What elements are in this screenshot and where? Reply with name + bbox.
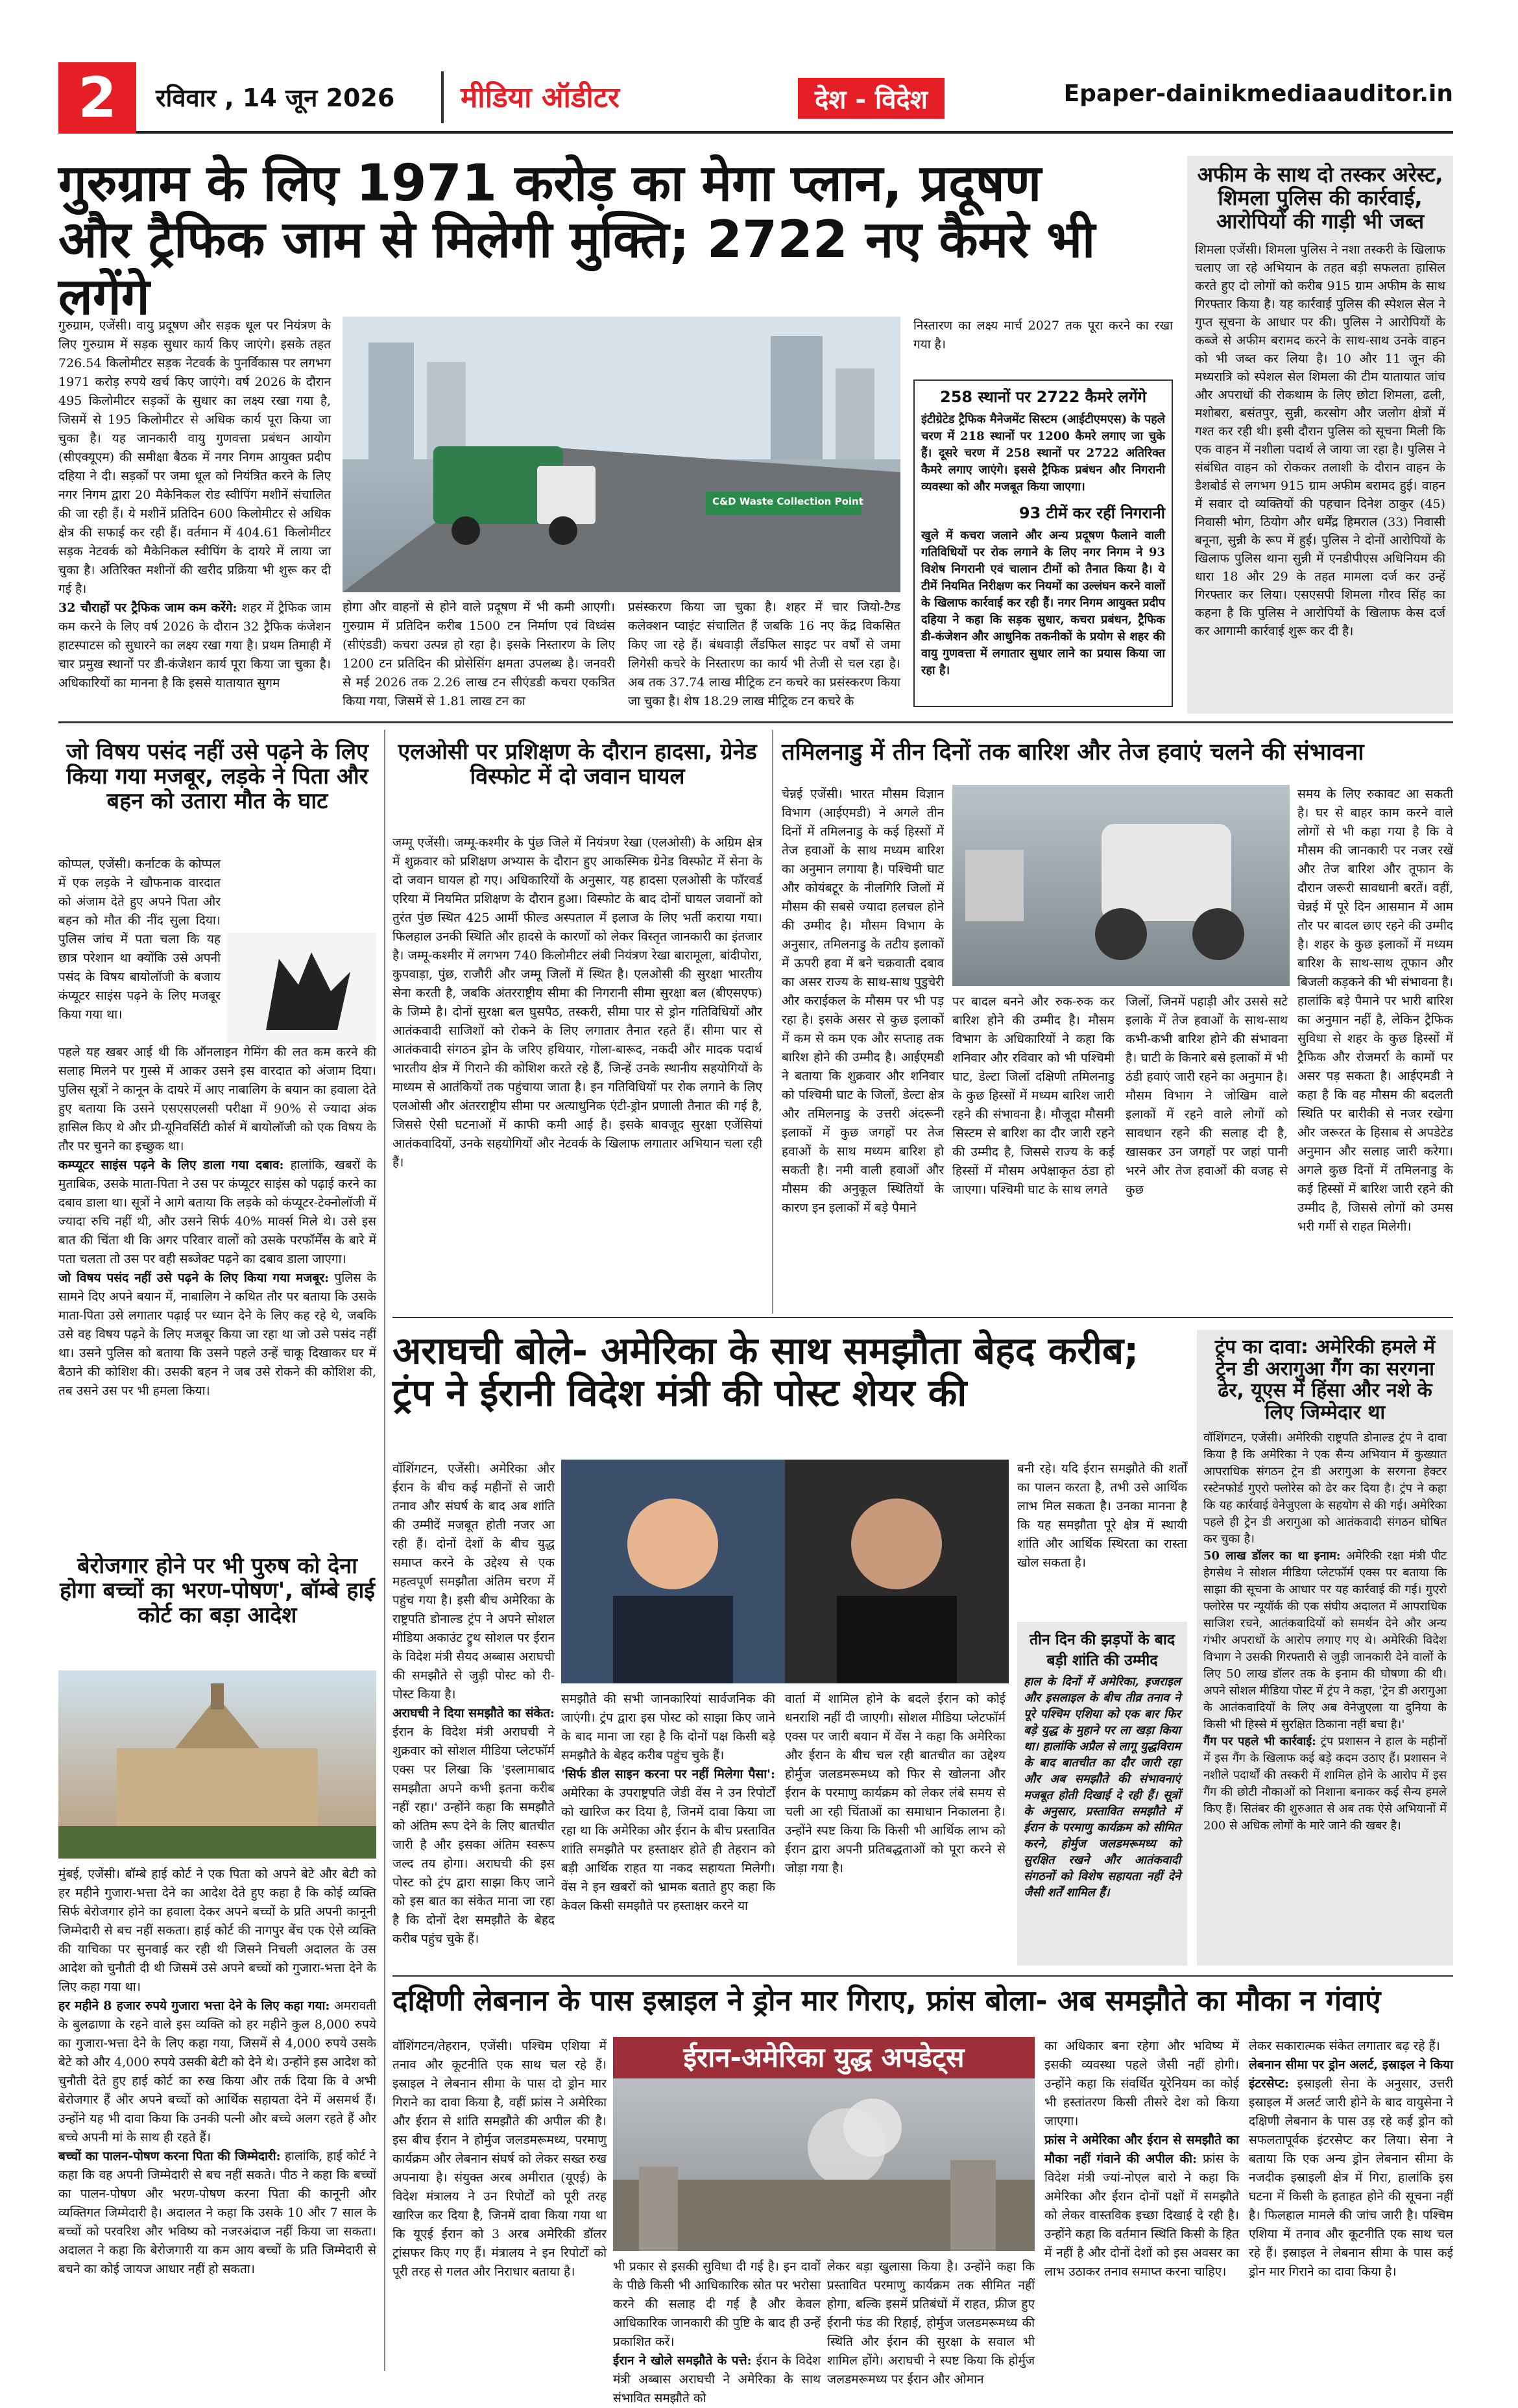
lebanon-col5-subtext: इस्राइली सेना के अनुसार, उत्तरी इस्राइल में अलर्ट जारी होने के बाद वायुसेना ने दक्षिणी लेबनान के पास उड़ रहे कई ड्रोन को सफलतापूर्वक इंटरसेप्ट कर लिया। सेना ने बताया कि एक अन्य ड्रोन लेबनान सीमा के नजदीक इस्राइली क्षेत्र में गिरा, हालांकि इस घटना में किसी के हताहत होने की सूचना नहीं है। फिलहाल मामले की जांच जारी है। पश्चिम एशिया में तनाव और कूटनीति एक साथ चल रहे हैं। इस्राइल ने लेबनान सीमा के पास कई ड्रोन मार गिराने का दावा किया है।: [1249, 2077, 1453, 2279]
silhouette-illustration: [227, 933, 376, 1043]
lead-photo: [343, 317, 900, 592]
koppal-headline: जो विषय पसंद नहीं उसे पढ़ने के लिए किया गया मजबूर, लड़के ने पिता और बहन को उतारा मौत के घाट: [66, 739, 368, 815]
loc-text: जम्मू एजेंसी। जम्मू-कश्मीर के पुंछ जिले में नियंत्रण रेखा (एलओसी) के अग्रिम क्षेत्र में शुक्रवार को प्रशिक्षण अभ्यास के दौरान हुए आकस्मिक ग्रेनेड विस्फोट में सेना के दो जवान घायल हो गए। अधिकारियों के अनुसार, यह हादसा एलओसी के फॉरवर्ड एरिया में नियमित प्रशिक्षण के दौरान हुआ। विस्फोट के बाद दोनों घायल जवानों को तुरंत पुंछ स्थित 425 आर्मी फील्ड अस्पताल में इलाज के लिए भर्ती कराया गया। फिलहाल उनकी स्थिति और हादसे के कारणों को लेकर विस्तृत जानकारी का इंतजार है। जम्मू-कश्मीर में लगभग 740 किलोमीटर लंबी नियंत्रण रेखा बारामूला, बांदीपोरा, कुपवाड़ा, पुंछ, राजौरी और जम्मू जिलों में स्थित है। एलओसी की सुरक्षा भारतीय सेना करती है, जबकि अंतरराष्ट्रीय सीमा की निगरानी सीमा सुरक्षा बल (बीएसएफ) के जिम्मे है। दोनों सुरक्षा बल घुसपैठ, तस्करी, सीमा पार से ड्रोन गतिविधियों और आतंकवादी साजिशों को रोकने के लिए लगातार तैनात रहते हैं। सीमा पार से आतंकवादी संगठन ड्रोन के जरिए हथियार, गोला-बारूद, नकदी और मादक पदार्थ भारतीय क्षेत्र में गिराने की कोशिश करते रहे हैं, जिन्हें उनके स्थानीय सहयोगियों के माध्यम से आतंकियों तक पहुंचाया जाता है। इन गतिविधियों पर रोक लगाने के लिए एलओसी और अंतरराष्ट्रीय सीमा पर अत्याधुनिक एंटी-ड्रोन प्रणाली तैनात की गई है, जिससे ऐसी घटनाओं में काफी कमी आई है। इसके बावजूद सुरक्षा एजेंसियां आतंकवादियों, उनके सहयोगियों और नेटवर्क के खिलाफ लगातार अभियान चला रही हैं।: [392, 836, 762, 1170]
araghchi-col1-subtext: ईरान के विदेश मंत्री अराघची ने शुक्रवार को सोशल मीडिया प्लेटफॉर्म एक्स पर लिखा कि 'इस्लामाबाद समझौता अपने कभी इतना करीब नहीं रहा।' उन्होंने कहा कि समझौते को अंतिम रूप देने के लिए बातचीत जारी है और इसका अंतिम स्वरूप जल्द तय होगा। अराघची की इस पोस्ट को ट्रंप द्वारा साझा किए जाने को इस बात का संकेत माना जा रहा है कि दोनों देश समझौते के बेहद करीब पहुंच चुके हैं।: [392, 1725, 555, 1946]
issue-date: रविवार , 14 जून 2026: [156, 84, 395, 112]
tamilnadu-headline: तमिलनाडु में तीन दिनों तक बारिश और तेज हवाएं चलने की संभावना: [782, 739, 1364, 765]
lebanon-headline: दक्षिणी लेबनान के पास इस्राइल ने ड्रोन मार गिराए, फ्रांस बोला- अब समझौते का मौका न गंवाएं: [392, 1984, 1381, 2017]
araghchi-col2: [561, 1690, 775, 1966]
rain-scooter-illustration: [952, 785, 1290, 986]
page-number: 2: [58, 62, 136, 134]
lebanon-mid-subtext: ईरान के विदेश मंत्री अब्बास अराघची ने अमेरिका के साथ संभावित समझौते को: [613, 2354, 821, 2405]
masthead: [58, 62, 1453, 134]
araghchi-col2-text: समझौते की सभी जानकारियां सार्वजनिक की जाएंगी। ट्रंप द्वारा इस पोस्ट को साझा किए जाने के बाद माना जा रहा है कि दोनों पक्ष किसी बड़े समझौते के बेहद करीब पहुंच चुके हैं।: [561, 1692, 775, 1763]
koppal-sublead2: जो विषय पसंद नहीं उसे पढ़ने के लिए किया गया मजबूर:: [58, 1271, 330, 1285]
lebanon-col5: [1249, 2037, 1453, 2374]
bombay-text1: मुंबई, एजेंसी। बॉम्बे हाई कोर्ट ने एक पिता को अपने बेटे और बेटी को हर महीने गुजारा-भत्ता देने का आदेश देते हुए कहा है कि कोई व्यक्ति सिर्फ बेरोजगार होने का हवाला देकर अपने बच्चों के प्रति अपनी कानूनी जिम्मेदारी से बच नहीं सकता। हाई कोर्ट की नागपुर बेंच एक ऐसे व्यक्ति की याचिका पर सुनवाई कर रही थी जिसने निचली अदालत के उस आदेश को चुनौती दी थी जिसमें उसे अपने बच्चों को गुजारा-भत्ता देने के लिए कहा गया था।: [58, 1867, 376, 1994]
trump-gang-story: [1197, 1330, 1453, 1966]
box-heading-cameras: 258 स्थानों पर 2722 कैमरे लगेंगे: [940, 388, 1146, 406]
leaders-portrait-illustration: [561, 1460, 1009, 1683]
araghchi-sidebar-box: [1017, 1622, 1187, 1966]
lebanon-mid-text: भी प्रकार से इसकी सुविधा दी गई है। इन दावों के पीछे किसी भी आधिकारिक स्रोत पर भरोसा करने की सलाह दी गई है और केवल आधिकारिक जानकारी की पुष्टि के बाद ही उन्हें प्रकाशित करें।: [613, 2259, 821, 2349]
bombay-subtext: अमरावती के बुलढाणा के रहने वाले इस व्यक्ति को हर महीने कुल 8,000 रुपये का गुजारा-भत्ता देने के लिए कहा गया, जिसमें से 4,000 रुपये उसके बेटे को और 4,000 रुपये उसकी बेटी को देने थे। उन्होंने इस आदेश को चुनौती देते हुए हाई कोर्ट का रुख किया और तर्क दिया कि वे अभी बेरोजगार हैं और अपने बच्चों को आर्थिक सहायता देने में असमर्थ हैं। उन्होंने यह भी दावा किया कि उनकी पत्नी और बच्चे अलग रहते हैं और बच्चे अपनी मां के साथ ही रहते हैं।: [58, 1999, 376, 2145]
bombay-headline: बेरोजगार होने पर भी पुरुष को देना होगा बच्चों का भरण-पोषण', बॉम्बे हाई कोर्ट का बड़ा आदेश: [60, 1553, 375, 1629]
bombay-photo: [58, 1670, 376, 1859]
araghchi-col3: वार्ता में शामिल होने के बदले ईरान को कोई धनराशि नहीं दी जाएगी। सोशल मीडिया प्लेटफॉर्म एक्स पर जारी बयान में वेंस ने कहा कि अमेरिका और ईरान के बीच चल रही बातचीत का उद्देश्य होर्मुज जलडमरूमध्य को फिर से खोलना और ईरान के परमाणु कार्यक्रम को लेकर लंबे समय से चली आ रही चिंताओं का समाधान निकालना है। उन्होंने स्पष्ट किया कि किसी भी आर्थिक लाभ को ईरान द्वारा अपनी प्रतिबद्धताओं को पूरा करने से जोड़ा गया है।: [785, 1692, 1006, 1875]
koppal-subtext: हालांकि, खबरों के मुताबिक, उसके माता-पिता ने उस पर कंप्यूटर साइंस को पढ़ाई करने का दबाव डाला था। सूत्रों ने आगे बताया कि लड़के को कंप्यूटर-टेक्नोलॉजी में ज्यादा रुचि नहीं थी, और उसने सिर्फ 40% मार्क्स मिले थे। उसे इस बात की चिंता थी कि अगर परिवार वालों को उसके परफॉर्मेंस के बारे में पता चलता तो उस पर वही सब्जेक्ट पढ़ने का दबाव डाला जाएगा।: [58, 1158, 376, 1266]
masthead-divider: [441, 71, 444, 123]
photo-caption: C&D Waste Collection Point: [712, 496, 863, 507]
tamilnadu-col2: पर बादल बनने और रुक-रुक कर बारिश होने की उम्मीद है। मौसम विभाग के अधिकारियों ने कहा कि शनिवार और रविवार को भी पश्चिमी घाट, डेल्टा जिलों दक्षिणी तमिलनाडु के कुछ हिस्सों में मध्यम बारिश जारी रहने की संभावना है। मौजूदा मौसमी सिस्टम से बारिश का दौर जारी रहने की उम्मीद है, जिससे राज्य के कई हिस्सों में मौसम अपेक्षाकृत ठंडा हो जाएगा। पश्चिमी घाट के साथ लगते: [952, 994, 1114, 1197]
lead-col3: प्रसंस्करण किया जा चुका है। शहर में चार जियो-टैग्ड कलेक्शन प्वाइंट संचालित हैं जबकि 16 नए केंद्र विकसित किए जा रहे हैं। बंधवाड़ी लैंडफिल साइट पर वर्षों से जमा लिगेसी कचरे के निस्तारण का कार्य भी तेजी से चल रहा है। अब तक 37.74 लाख मीट्रिक टन कचरे का प्रसंस्करण किया जा चुका है। शेष 18.29 लाख मीट्रिक टन कचरे के: [628, 600, 900, 708]
araghchi-col1-sublead: अराघची ने दिया समझौते का संकेत:: [392, 1706, 555, 1720]
araghchi-box-text: हाल के दिनों में अमेरिका, इजराइल और इसलाइल के बीच तीव्र तनाव ने पूरे पश्चिम एशिया को एक बार फिर बड़े युद्ध के मुहाने पर ला खड़ा किया था। हालांकि अप्रैल से लागू युद्धविराम के बाद बातचीत का दौर जारी रहा और अब समझौते की संभावनाएं मजबूत होती दिखाई दे रही हैं। सूत्रों के अनुसार, प्रस्तावित समझौते में ईरान के परमाणु कार्यक्रम को सीमित करने, होर्मुज जलडमरूमध्य को सुरक्षित रखने और आतंकवादी संगठनों को विशेष सहायता नहीं देने जैसी शर्तें शामिल हैं।: [1024, 1675, 1181, 1899]
section-label: देश - विदेश: [798, 78, 945, 119]
lebanon-mid-sublead: ईरान ने खोले समझौते के पत्ते:: [613, 2354, 752, 2368]
lebanon-col4-sublead: फ्रांस ने अमेरिका और ईरान से समझौते का मौका नहीं गंवाने की अपील की:: [1044, 2133, 1239, 2166]
trump-gang-headline: ट्रंप का दावा: अमेरिकी हमले में ट्रेन डी अरागुआ गैंग का सरगना ढेर, यूएस में हिंसा और नशे के लिए जिम्मेदार था: [1214, 1336, 1436, 1424]
shimla-headline: अफीम के साथ दो तस्कर अरेस्ट, शिमला पुलिस की कार्रवाई, आरोपियों की गाड़ी भी जब्त: [1197, 162, 1443, 234]
lebanon-col3: लेकर बड़ा खुलासा किया है। उन्होंने कहा कि प्रस्तावित परमाणु कार्यक्रम तक सीमित नहीं होगा, बल्कि इसमें प्रतिबंधों में राहत, फ्रीज हुए ईरानी फंड की रिहाई, होर्मुज जलडमरूमध्य की स्थिति और ईरान की सुरक्षा के सवाल भी शामिल होंगे। अराघची ने स्पष्ट किया कि होर्मुज जलडमरूमध्य पर ईरान और ओमान: [827, 2259, 1035, 2387]
lead-col4-top: निस्तारण का लक्ष्य मार्च 2027 तक पूरा करने का रखा गया है।: [913, 319, 1173, 352]
tamilnadu-photo: [952, 785, 1290, 986]
trump-gang-subtext2: ट्रंप प्रशासन ने हाल के महीनों में इस गैंग के खिलाफ कई बड़े कदम उठाए हैं। प्रशासन ने नशीले पदार्थों की तस्करी में शामिल होने के आरोप में इस गैंग की छोटी नौकाओं को निशाना बनाकर कई सैन्य हमले किए हैं। सितंबर की शुरुआत से अब तक ऐसे अभियानों में 200 से अधिक लोगों के मारे जाने की खबर है।: [1203, 1735, 1447, 1833]
shimla-story: [1187, 156, 1453, 714]
lead-col1-subtext: शहर में ट्रैफिक जाम कम करने के लिए वर्ष 2026 के दौरान 32 ट्रैफिक कंजेशन हाटस्पाटस को सुधारने का लक्ष्य रखा गया है। प्रथम तिमाही में चार प्रमुख स्थानों पर डी-कंजेशन कार्य पूरा किया जा चुका है। अधिकारियों का मानना है कि इससे यातायात सुगम: [58, 601, 331, 690]
araghchi-box-heading: तीन दिन की झड़पों के बाद बड़ी शांति की उम्मीद: [1029, 1631, 1175, 1669]
trump-gang-subtext: अमेरिकी रक्षा मंत्री पीट हेगसेथ ने सोशल मीडिया प्लेटफॉर्म एक्स पर बताया कि साझा की सूचना के आधार पर यह कार्रवाई की गई। गुएरो फ्लोरेस पर न्यूयॉर्क की एक संघीय अदालत में आपराधिक साजिश रचने, आतंकवादियों को समर्थन देने और अन्य गंभीर अपराधों के आरोप लगाए गए थे। अमेरिकी विदेश विभाग ने उसकी गिरफ्तारी से जुड़ी जानकारी देने वालों के लिए 50 लाख डॉलर तक के इनाम की घोषणा की थी। अपने सोशल मीडिया पोस्ट में ट्रंप ने कहा, 'ट्रेन डी अरागुआ के आतंकवादियों के लिए अब वेनेजुएला या दुनिया के किसी भी हिस्से में सुरक्षित ठिकाना नहीं बचा है।': [1203, 1549, 1447, 1732]
lead-col1-text: गुरुग्राम, एजेंसी। वायु प्रदूषण और सड़क धूल पर नियंत्रण के लिए गुरुग्राम में सड़क सुधार कार्य किए जाएंगे। इसके तहत 726.54 किलोमीटर सड़क नेटवर्क के पुनर्विकास पर लगभग 1971 करोड़ रुपये खर्च किए जाएंगे। वर्ष 2026 के दौरान 495 किलोमीटर सड़कों के सुधार का लक्ष्य रखा गया है, जिसमें से 195 किलोमीटर से अधिक कार्य पूरा किया जा चुका है। यह जानकारी वायु गुणवत्ता प्रबंधन आयोग (सीएक्यूएम) की समीक्षा बैठक में नगर निगम आयुक्त प्रदीप दहिया ने दी। सड़कों पर जमा धूल को नियंत्रित करने के लिए नगर निगम द्वारा 20 मैकेनिकल रोड स्वीपिंग मशीनें संचालित की जा रही हैं। ये मशीनें प्रतिदिन 600 किलोमीटर से अधिक क्षेत्र की सफाई कर रही हैं। वर्तमान में 404.61 किलोमीटर सड़क नेटवर्क को मैकेनिकल स्वीपिंग के दायरे में लाया जा चुका है। अतिरिक्त मशीनों की खरीद प्रक्रिया भी शुरू कर दी गई है।: [58, 319, 331, 596]
araghchi-col2-sublead: 'सिर्फ डील साइन करना पर नहीं मिलेगा पैसा':: [561, 1767, 775, 1781]
row2-divider: [392, 1317, 1453, 1318]
trump-gang-sublead2: गैंग पर पहले भी कार्रवाई:: [1203, 1735, 1316, 1749]
brand-name: मीडिया ऑडीटर: [461, 81, 620, 114]
koppal-subtext2: पुलिस के सामने दिए अपने बयान में, नाबालिग ने कथित तौर पर बताया कि उसके माता-पिता उसे लगातार पढ़ाई पर ध्यान देने के लिए कह रहे थे, जबकि उसे वह विषय पढ़ने के लिए मजबूर किया जा रहा था जो उसे पसंद नहीं था। उसने पुलिस को बताया कि उसने पहले उन्हें चाकू दिखाकर घर में बैठाने की कोशिश की। उसकी बहन ने जब उसे रोकने की कोशिश की, तब उसने उस पर भी हमला किया।: [58, 1271, 376, 1398]
lead-headline: गुरुग्राम के लिए 1971 करोड़ का मेगा प्लान, प्रदूषण और ट्रैफिक जाम से मिलेगी मुक्ति; 2722 नए कैमरे भी लगेंगे: [58, 154, 1096, 326]
row3-divider: [392, 1975, 1453, 1977]
koppal-col: [58, 855, 376, 1543]
box-text-teams: खुले में कचरा जलाने और अन्य प्रदूषण फैलाने वाली गतिविधियों पर रोक लगाने के लिए नगर निगम ने 93 विशेष निगरानी एवं चालान टीमों को तैनात किया है। ये टीमें नियमित निरीक्षण कर नियमों का उल्लंघन करने वालों के खिलाफ कार्रवाई कर रही हैं। नगर निगम आयुक्त प्रदीप दहिया ने कहा कि सड़क सुधार, कचरा प्रबंधन, ट्रैफिक डी-कंजेशन और आधुनिक तकनीकों के प्रयोग से शहर की वायु गुणवत्ता में लगातार सुधार लाने का प्रयास किया जा रहा है।: [921, 529, 1165, 677]
lead-sidebar-box: [913, 379, 1173, 707]
lead-col2: होगा और वाहनों से होने वाले प्रदूषण में भी कमी आएगी। गुरुग्राम में प्रतिदिन करीब 1500 टन निर्माण एवं विध्वंस (सीएंडडी) कचरा उत्पन्न हो रहा है। इसके निस्तारण के लिए 1200 टन प्रतिदिन की प्रोसेसिंग क्षमता उपलब्ध है। जनवरी से मई 2026 तक 2.26 लाख टन सीएंडडी कचरा एकत्रित किया गया, जिसमें से 1.81 लाख टन का: [343, 600, 615, 708]
koppal-sublead: कम्प्यूटर साइंस पढ़ने के लिए डाला गया दबाव:: [58, 1158, 284, 1172]
lebanon-col5-sublead: लेबनान सीमा पर ड्रोन अलर्ट, इस्राइल ने किया इंटरसेप्ट:: [1249, 2058, 1453, 2091]
lebanon-mid: [613, 2258, 821, 2405]
araghchi-photos: [561, 1460, 1009, 1683]
araghchi-col4: बनी रहे। यदि ईरान समझौते की शर्तों का पालन करता है, तभी उसे आर्थिक लाभ मिल सकता है। उनका मानना है कि यह समझौता पूरे क्षेत्र में स्थायी शांति और आर्थिक स्थिरता का रास्ता खोल सकता है।: [1017, 1462, 1187, 1570]
araghchi-headline: अराघची बोले- अमेरिका के साथ समझौता बेहद करीब; ट्रंप ने ईरानी विदेश मंत्री की पोस्ट शेयर की: [392, 1329, 1139, 1415]
koppal-photo: [227, 933, 376, 1043]
lead-col1: [58, 317, 331, 712]
trump-gang-body: [1203, 1430, 1447, 1835]
left-column-divider: [384, 730, 385, 2371]
row1-divider: [58, 721, 1453, 723]
lebanon-col1: वॉशिंगटन/तेहरान, एजेंसी। पश्चिम एशिया में तनाव और कूटनीति एक साथ चल रहे हैं। इस्राइल ने लेबनान सीमा के पास दो ड्रोन मार गिराने का दावा किया है, वहीं फ्रांस ने अमेरिका और ईरान से शांति समझौते की अपील की है। इस बीच ईरान ने होर्मुज जलडमरूमध्य, परमाणु कार्यक्रम और लेबनान संघर्ष को लेकर सख्त रुख अपनाया है। संयुक्त अरब अमीरात (यूएई) के विदेश मंत्रालय ने उन रिपोर्टों को पूरी तरह खारिज कर दिया है, जिनमें दावा किया गया था कि यूएई ईरान को 3 अरब अमेरिकी डॉलर ट्रांसफर किए गए हैं। मंत्रालय ने इन रिपोर्टों को पूरी तरह से गलत और निराधार बताया है।: [392, 2039, 607, 2279]
box-heading-teams: 93 टीमें कर रहीं निगरानी: [1018, 504, 1165, 522]
araghchi-col1: [392, 1460, 555, 1966]
tamilnadu-col1: चेन्नई एजेंसी। भारत मौसम विज्ञान विभाग (आईएमडी) ने अगले तीन दिनों में तमिलनाडु के कई हिस्सों में तेज हवाओं के साथ मध्यम बारिश का अनुमान लगाया है। पश्चिमी घाट और कोयंबटूर के नीलगिरि जिलों में मौसम की सबसे ज्यादा हलचल होने की उम्मीद है। मौसम विभाग के अनुसार, तमिलनाडु के तटीय इलाकों में ऊपरी हवा में बने चक्रवाती दबाव का असर राज्य के साथ-साथ पुडुचेरी और कराईकल के मौसम पर भी पड़ रहा है। इसके असर से कुछ इलाकों में कम से कम एक और सप्ताह तक बारिश होने की उम्मीद है। आईएमडी ने बताया कि शुक्रवार और शनिवार को पश्चिमी घाट के जिलों, डेल्टा क्षेत्र और तमिलनाडु के उत्तरी अंदरूनी इलाकों में कुछ जगहों पर तेज हवाओं के साथ मध्यम बारिश हो सकती है। नमी वाली हवाओं और मौसम की अनुकूल स्थितियों के कारण इन इलाकों में बड़े पैमाने: [782, 787, 944, 1215]
epaper-url[interactable]: Epaper-dainikmediaauditor.in: [1063, 80, 1453, 107]
bombay-sublead2: बच्चों का पालन-पोषण करना पिता की जिम्मेदारी:: [58, 2149, 281, 2163]
koppal-text2: पहले यह खबर आई थी कि ऑनलाइन गेमिंग की लत कम करने की सलाह मिलने पर गुस्से में आकर उसने इस वारदात को अंजाम दिया। पुलिस सूत्रों ने कानून के दायरे में आए नाबालिग के बयान का हवाला देते हुए बताया कि उसने एसएसएलसी परीक्षा में 90% से ज्यादा अंक हासिल किए थे और प्री-यूनिवर्सिटी कोर्स में बायोलॉजी को एक विषय के तौर पर चुनने का इच्छुक था।: [58, 1045, 376, 1153]
araghchi-col2-subtext: अमेरिका के उपराष्ट्रपति जेडी वेंस ने उन रिपोर्टों को खारिज कर दिया है, जिनमें दावा किया जा रहा था कि अमेरिका और ईरान के बीच प्रस्तावित शांति समझौते पर हस्ताक्षर होते ही तेहरान को बड़ी आर्थिक राहत या नकद सहायता मिलेगी। वेंस ने इन खबरों को भ्रामक बताते हुए कहा कि केवल किसी समझौते पर हस्ताक्षर करने या: [561, 1786, 775, 1913]
lebanon-col4: [1044, 2037, 1239, 2374]
lebanon-col4-text: का अधिकार बना रहेगा और भविष्य में इसकी व्यवस्था पहले जैसी नहीं होगी। उन्होंने कहा कि संवर्धित यूरेनियम का कोई भी हस्तांतरण किसी तीसरे देश को किया जाएगा।: [1044, 2039, 1239, 2128]
lebanon-col5-text: लेकर सकारात्मक संकेत लगातार बढ़ रहे हैं।: [1249, 2039, 1440, 2053]
bombay-subtext2: हालांकि, हाई कोर्ट ने कहा कि वह अपनी जिम्मेदारी से बच नहीं सकते। पीठ ने कहा कि बच्चों का पालन-पोषण और भरण-पोषण करना पिता की कानूनी और व्यक्तिगत जिम्मेदारी है। अदालत ने कहा कि उसके 10 और 7 साल के बच्चों को परवरिश और भविष्य को नजरअंदाज नहीं किया जा सकता। अदालत ने कहा कि बेरोजगारी या कम आय बच्चों के प्रति जिम्मेदारी से बचने का कोई जायज आधार नहीं हो सकता।: [58, 2149, 376, 2276]
koppal-intro: कोप्पल, एजेंसी। कर्नाटक के कोप्पल में एक लड़के ने खौफनाक वारदात को अंजाम देते हुए अपने पिता और बहन को मौत की नींद सुला दिया। पुलिस जांच में पता चला कि यह छात्र परेशान था क्योंकि उसे अपनी पसंद के विषय बायोलॉजी के बजाय कंप्यूटर साइंस पढ़ने के लिए मजबूर किया गया था।: [58, 857, 221, 1022]
tamilnadu-col3: जिलों, जिनमें पहाड़ी और उससे सटे इलाके में तेज हवाओं के साथ-साथ कभी-कभी बारिश होने की संभावना है। घाटी के किनारे बसे इलाकों में भी ठंडी हवाएं जारी रहने का अनुमान है। मौसम विभाग ने जोखिम वाले इलाकों में रहने वाले लोगों को सावधान रहने की सलाह दी है, खासकर उन जगहों पर जहां पानी भरने और तेज हवाओं की वजह से कुछ: [1126, 994, 1288, 1197]
trump-gang-text: वॉशिंगटन, एजेंसी। अमेरिकी राष्ट्रपति डोनाल्ड ट्रंप ने दावा किया है कि अमेरिका ने एक सैन्य अभियान में कुख्यात आपराधिक संगठन ट्रेन डी अरागुआ के सरगना हेक्टर रस्टेनफोर्ड गुएरो फ्लोरेस को ढेर कर दिया है। ट्रंप ने कहा कि यह कार्रवाई वेनेजुएला के सहयोग से की गई। अमेरिका पहले ही ट्रेन डी अरागुआ को आतंकवादी संगठन घोषित कर चुका है।: [1203, 1431, 1447, 1547]
lebanon-col4-subtext: फ्रांस के विदेश मंत्री ज्यां-नोएल बारो ने कहा कि अमेरिका और ईरान दोनों पक्षों में समझौते को लेकर वास्तविक इच्छा दिखाई दे रही है। उन्होंने कहा कि वर्तमान स्थिति किसी के हित में नहीं है और दोनों देशों को इस अवसर का लाभ उठाकर तनाव समाप्त करना चाहिए।: [1044, 2152, 1239, 2279]
high-court-illustration: [58, 1670, 376, 1859]
lebanon-photo: [613, 2037, 1035, 2251]
road-sweeper-illustration: [343, 317, 900, 592]
shimla-text: शिमला एजेंसी। शिमला पुलिस ने नशा तस्करी के खिलाफ चलाए जा रहे अभियान के तहत बड़ी सफलता हासिल करते हुए दो लोगों को करीब 915 ग्राम अफीम के साथ गिरफ्तार किया है। यह कार्रवाई पुलिस की स्पेशल सेल ने गुप्त सूचना के आधार पर की। पुलिस ने आरोपियों के कब्जे से अफीम बरामद करने के साथ-साथ उनके वाहन को भी जब्त कर लिया है। 10 और 11 जून की मध्यरात्रि को स्पेशल सेल शिमला की टीम यातायात जांच और अपराधों की रोकथाम के लिए छोटा शिमला, ढली, मशोबरा, बसंतपुर, सुन्नी, करसोग और जलोग क्षेत्रों में गश्त कर रही थी। इसी दौरान पुलिस को सूचना मिली कि एक वाहन में नशीला पदार्थ ले जाया जा रहा है। पुलिस ने संबंधित वाहन को रोककर तलाशी के दौरान वाहन के डैशबोर्ड से लगभग 915 ग्राम अफीम बरामद हुई। वाहन में सवार दो व्यक्तियों की पहचान दिनेश ठाकुर (45) निवासी भोग, ठियोग और धर्मेंद्र हिमराल (33) निवासी बनूना, सुन्नी के रूप में हुई। पुलिस ने दोनों आरोपियों के खिलाफ पुलिस थाना सुन्नी में एनडीपीएस अधिनियम की धारा 18 और 29 के तहत मामला दर्ज कर उन्हें गिरफ्तार कर लिया। एसएसपी शिमला गौरव सिंह का कहना है कि पुलिस ने आरोपियों के खिलाफ केस दर्ज कर आगामी कार्रवाई शुरू कर दी है।: [1195, 243, 1445, 639]
araghchi-col1-text: वॉशिंगटन, एजेंसी। अमेरिका और ईरान के बीच कई महीनों से जारी तनाव और संघर्ष के बाद अब शांति की उम्मीदें मजबूत होती नजर आ रही हैं। दोनों देशों के बीच युद्ध समाप्त करने के उद्देश्य से एक महत्वपूर्ण समझौता अंतिम चरण में पहुंच गया है। इसी बीच अमेरिका के राष्ट्रपति डोनाल्ड ट्रंप ने अपने सोशल मीडिया अकाउंट ट्रुथ सोशल पर ईरान के विदेश मंत्री सैयद अब्बास अराघची की समझौते से जुड़ी पोस्ट को री-पोस्ट किया है।: [392, 1462, 555, 1702]
trump-gang-sublead: 50 लाख डॉलर का था इनाम:: [1203, 1549, 1341, 1563]
war-updates-banner: ईरान-अमेरिका युद्ध अपडेट्स: [613, 2037, 1035, 2078]
tamilnadu-col4: समय के लिए रुकावट आ सकती है। घर से बाहर काम करने वाले लोगों से भी कहा गया है कि वे मौसम की जानकारी पर नजर रखें और तेज बारिश और तूफान के दौरान जरूरी सावधानी बरतें। वहीं, चेन्नई में पूरे दिन आसमान में आम तौर पर बादल छाए रहने की उम्मीद है। शहर के कुछ इलाकों में मध्यम बारिश के साथ-साथ तूफान और बिजली कड़कने की भी संभावना है। हालांकि बड़े पैमाने पर भारी बारिश का अनुमान नहीं है, लेकिन ट्रैफिक सुविधा से शहर के कुछ हिस्सों में ट्रैफिक और रोजमर्रा के कामों पर असर पड़ सकता है। आईएमडी ने कहा है कि वह मौसम की बदलती स्थिति पर बारीकी से नजर रखेगा और जरूरत के हिसाब से अपडेटेड अनुमान और सलाह जारी करेगा। अगले कुछ दिनों में तमिलनाडु के कई हिस्सों में बारिश जारी रहने की उम्मीद है, जिससे लोगों को उमस भरी गर्मी से राहत मिलेगी।: [1297, 787, 1453, 1234]
box-text-cameras: इंटीग्रेटेड ट्रैफिक मैनेजमेंट सिस्टम (आईटीएमएस) के पहले चरण में 218 स्थानों पर 1200 कैमरे लगाए जा चुके हैं। दूसरे चरण में 258 स्थानों पर 2722 अतिरिक्त कैमरे लगाए जाएंगे। इससे ट्रैफिक प्रबंधन और निगरानी व्यवस्था को और मजबूत किया जाएगा।: [921, 413, 1165, 494]
bombay-col: [58, 1865, 376, 2371]
mid-column-divider: [772, 730, 773, 1314]
bombay-sublead: हर महीने 8 हजार रुपये गुजारा भत्ता देने के लिए कहा गया:: [58, 1999, 330, 2013]
loc-headline: एलओसी पर प्रशिक्षण के दौरान हादसा, ग्रेनेड विस्फोट में दो जवान घायल: [398, 739, 757, 790]
lead-col1-sublead: 32 चौराहों पर ट्रैफिक जाम कम करेंगे:: [58, 601, 237, 615]
